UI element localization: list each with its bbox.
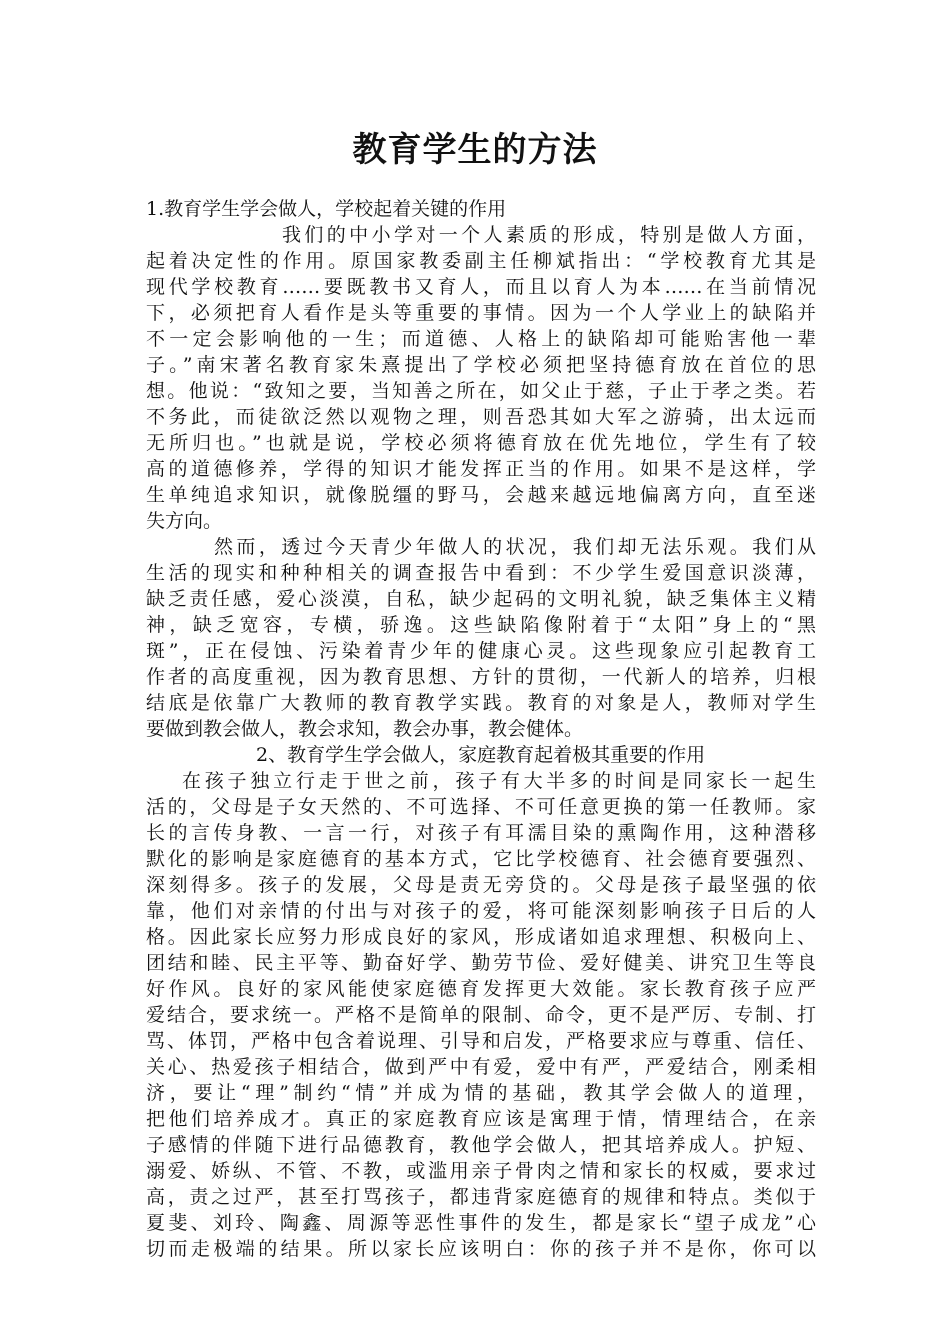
document-body <box>146 196 816 1262</box>
body-line: 子。”南宋著名教育家朱熹提出了学校必须把坚持德育放在首位的思 <box>146 354 816 376</box>
body-line: 斑”，正在侵蚀、污染着青少年的健康心灵。这些现象应引起教育工 <box>146 640 816 662</box>
document-title: 教育学生的方法 <box>352 130 598 170</box>
body-line: 骂、体罚，严格中包含着说理、引导和启发，严格要求应与尊重、信任、 <box>146 1030 816 1052</box>
body-line: 把他们培养成才。真正的家庭教育应该是寓理于情，情理结合，在亲 <box>146 1108 816 1130</box>
body-line: 靠，他们对亲情的付出与对孩子的爱，将可能深刻影响孩子日后的人 <box>146 900 816 922</box>
body-line: 活的，父母是子女天然的、不可选择、不可任意更换的第一任教师。家 <box>146 796 816 818</box>
section-heading-2: 2、教育学生学会做人，家庭教育起着极其重要的作用 <box>256 744 706 766</box>
body-line: 关心、热爱孩子相结合，做到严中有爱，爱中有严，严爱结合，刚柔相 <box>146 1056 816 1078</box>
body-line: 高的道德修养，学得的知识才能发挥正当的作用。如果不是这样，学 <box>146 458 816 480</box>
body-line: 溺爱、娇纵、不管、不教，或滥用亲子骨肉之情和家长的权威，要求过 <box>146 1160 816 1182</box>
body-line: 长的言传身教、一言一行，对孩子有耳濡目染的熏陶作用，这种潜移 <box>146 822 816 844</box>
body-line: 现代学校教育……要既教书又育人，而且以育人为本……在当前情况 <box>146 276 816 298</box>
body-line: 然而，透过今天青少年做人的状况，我们却无法乐观。我们从 <box>214 536 816 558</box>
body-line: 好作风。良好的家风能使家庭德育发挥更大效能。家长教育孩子应严 <box>146 978 816 1000</box>
body-line: 深刻得多。孩子的发展，父母是责无旁贷的。父母是孩子最坚强的依 <box>146 874 816 896</box>
body-line: 生单纯追求知识，就像脱缰的野马，会越来越远地偏离方向，直至迷 <box>146 484 816 506</box>
body-line: 生活的现实和种种相关的调查报告中看到：不少学生爱国意识淡薄， <box>146 562 816 584</box>
body-line: 不务此，而徒欲泛然以观物之理，则吾恐其如大军之游骑，出太远而 <box>146 406 816 428</box>
body-line: 格。因此家长应努力形成良好的家风，形成诸如追求理想、积极向上、 <box>146 926 816 948</box>
body-line: 失方向。 <box>146 510 223 532</box>
body-line: 我们的中小学对一个人素质的形成，特别是做人方面， <box>282 224 816 246</box>
body-line: 结底是依靠广大教师的教育教学实践。教育的对象是人，教师对学生 <box>146 692 816 714</box>
body-line: 团结和睦、民主平等、勤奋好学、勤劳节俭、爱好健美、讲究卫生等良 <box>146 952 816 974</box>
body-line: 想。他说：“致知之要，当知善之所在，如父止于慈，子止于孝之类。若 <box>146 380 816 402</box>
body-line: 要做到教会做人，教会求知，教会办事，教会健体。 <box>146 718 584 740</box>
body-line: 神，缺乏宽容，专横，骄逸。这些缺陷像附着于“太阳”身上的“黑 <box>146 614 816 636</box>
body-line: 起着决定性的作用。原国家教委副主任柳斌指出：“学校教育尤其是 <box>146 250 816 272</box>
body-line: 作者的高度重视，因为教育思想、方针的贯彻，一代新人的培养，归根 <box>146 666 816 688</box>
body-line: 不一定会影响他的一生；而道德、人格上的缺陷却可能贻害他一辈 <box>146 328 816 350</box>
body-line: 下，必须把育人看作是头等重要的事情。因为一个人学业上的缺陷并 <box>146 302 816 324</box>
body-line: 缺乏责任感，爱心淡漠，自私，缺少起码的文明礼貌，缺乏集体主义精 <box>146 588 816 610</box>
body-line: 济，要让“理”制约“情”并成为情的基础，教其学会做人的道理， <box>146 1082 816 1104</box>
body-line: 在孩子独立行走于世之前，孩子有大半多的时间是同家长一起生 <box>182 770 816 792</box>
body-line: 无所归也。”也就是说，学校必须将德育放在优先地位，学生有了较 <box>146 432 816 454</box>
body-line: 默化的影响是家庭德育的基本方式，它比学校德育、社会德育要强烈、 <box>146 848 816 870</box>
body-line: 爱结合，要求统一。严格不是简单的限制、命令，更不是严厉、专制、打 <box>146 1004 816 1026</box>
body-line: 子感情的伴随下进行品德教育，教他学会做人，把其培养成人。护短、 <box>146 1134 816 1156</box>
section-heading-1: 1.教育学生学会做人，学校起着关键的作用 <box>146 198 507 220</box>
body-line: 高，责之过严，甚至打骂孩子，都违背家庭德育的规律和特点。类似于 <box>146 1186 816 1208</box>
body-line: 夏斐、刘玲、陶鑫、周源等恶性事件的发生，都是家长“望子成龙”心 <box>146 1212 816 1234</box>
body-line: 切而走极端的结果。所以家长应该明白：你的孩子并不是你，你可以 <box>146 1238 816 1260</box>
